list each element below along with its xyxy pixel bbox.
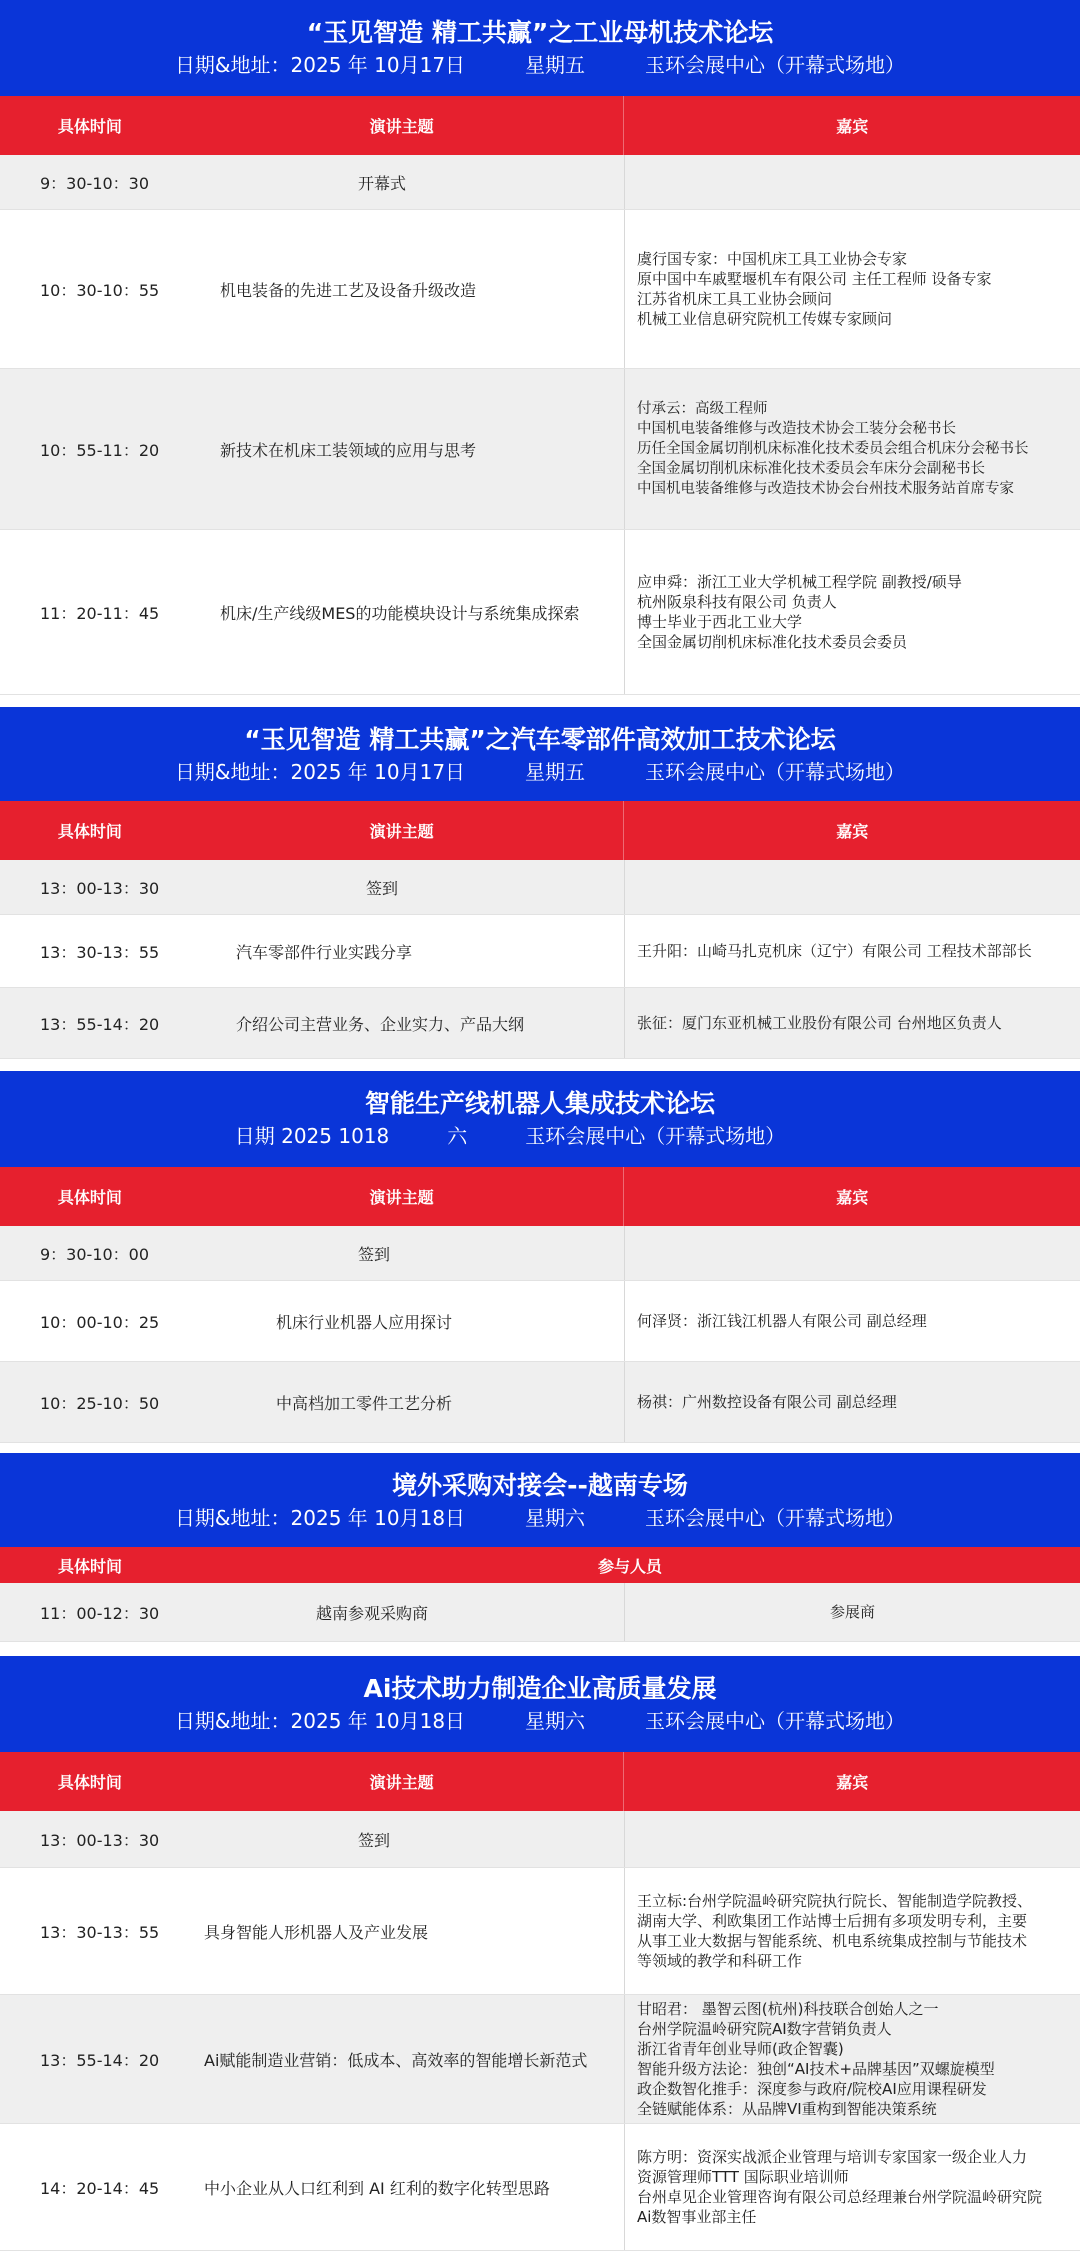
row-topic: 介绍公司主营业务、企业实力、产品大纲	[236, 1014, 525, 1034]
row-topic: 汽车零部件行业实践分享	[236, 942, 413, 962]
row-topic: Ai赋能制造业营销：低成本、高效率的智能增长新范式	[204, 2050, 588, 2070]
row-time: 10：30-10：55	[40, 280, 160, 300]
forum-venue: 玉环会展中心（开幕式场地）	[645, 760, 906, 784]
forum-title: Ai技术助力制造企业高质量发展	[363, 1674, 717, 1703]
forum-banner	[0, 707, 1080, 801]
table-row	[0, 1995, 1080, 2124]
row-topic: 机床行业机器人应用探讨	[276, 1312, 453, 1332]
row-time: 10：00-10：25	[40, 1312, 160, 1332]
row-guest: 虞行国专家：中国机床工具工业协会专家 原中国中车戚墅堰机车有限公司 主任工程师 设备专家 江苏省机床工具工业协会顾问 机械工业信息研究院机工传媒专家顾问	[624, 210, 1080, 368]
table-row	[0, 915, 1080, 988]
header-topic: 演讲主题	[369, 1188, 434, 1207]
row-time: 13：00-13：30	[40, 878, 160, 898]
row-guest: 何泽贤：浙江钱江机器人有限公司 副总经理	[624, 1281, 1080, 1361]
forum-title: “玉见智造 精工共赢”之工业母机技术论坛	[306, 18, 774, 47]
table-header	[0, 801, 1080, 860]
header-guest: 嘉宾	[623, 1167, 1080, 1226]
row-guest: 参展商	[624, 1583, 1080, 1641]
row-time: 10：55-11：20	[40, 440, 160, 460]
row-guest	[624, 860, 1080, 914]
header-participants: 参与人员	[597, 1556, 662, 1576]
table-row	[0, 2124, 1080, 2251]
table-header	[0, 1547, 1080, 1583]
forum-weekday: 星期六	[525, 1709, 586, 1733]
header-time: 具体时间	[57, 1556, 122, 1576]
forum-venue: 玉环会展中心（开幕式场地）	[645, 1506, 906, 1530]
row-time: 10：25-10：50	[40, 1393, 160, 1413]
row-guest: 王立标:台州学院温岭研究院执行院长、智能制造学院教授、 湖南大学、利欧集团工作站博士后拥有多项发明专利，主要 从事工业大数据与智能系统、机电系统集成控制与节能技术 等领域的教学和科研工作	[624, 1868, 1080, 1994]
forum-venue: 玉环会展中心（开幕式场地）	[525, 1124, 786, 1148]
forum-section-3	[0, 1071, 1080, 1443]
table-row	[0, 369, 1080, 530]
forum-section-4	[0, 1453, 1080, 1642]
row-time: 13：00-13：30	[40, 1830, 160, 1850]
table-row	[0, 155, 1080, 210]
row-topic: 机床/生产线级MES的功能模块设计与系统集成探索	[220, 603, 580, 623]
table-row	[0, 1281, 1080, 1362]
forum-weekday: 星期五	[525, 760, 586, 784]
row-guest: 甘昭君： 墨智云图(杭州)科技联合创始人之一 台州学院温岭研究院AI数字营销负责人 浙江省青年创业导师(政企智囊) 智能升级方法论：独创“AI技术+品牌基因”双螺旋模型 政企数智化推手：深度参与政府/院校AI应用课程研发 全链赋能体系：从品牌VI重构到智能决策系统	[624, 1995, 1080, 2123]
row-time: 14：20-14：45	[40, 2178, 160, 2198]
row-guest	[624, 155, 1080, 209]
header-time: 具体时间	[57, 117, 122, 136]
row-time: 13：55-14：20	[40, 2050, 160, 2070]
row-time: 9：30-10：30	[40, 173, 150, 193]
table-row	[0, 1811, 1080, 1868]
header-topic: 演讲主题	[369, 822, 434, 841]
row-guest: 杨祺：广州数控设备有限公司 副总经理	[624, 1362, 1080, 1442]
forum-section-1	[0, 0, 1080, 695]
forum-banner	[0, 1071, 1080, 1167]
header-time: 具体时间	[57, 1188, 122, 1207]
table-header	[0, 1167, 1080, 1226]
forum-info	[0, 1121, 1080, 1157]
row-topic: 签到	[357, 1244, 390, 1264]
row-guest: 陈方明：资深实战派企业管理与培训专家国家一级企业人力 资源管理师TTT 国际职业培训师 台州卓见企业管理咨询有限公司总经理兼台州学院温岭研究院 Ai数智事业部主任	[624, 2124, 1080, 2250]
forum-weekday: 六	[447, 1124, 468, 1148]
table-row	[0, 860, 1080, 915]
table-row	[0, 1868, 1080, 1995]
header-guest: 嘉宾	[623, 96, 1080, 155]
forum-banner	[0, 1453, 1080, 1547]
forum-info	[0, 757, 1080, 793]
forum-date: 日期&地址：2025 年 10月18日	[174, 1506, 466, 1530]
table-header	[0, 96, 1080, 155]
forum-date: 日期&地址：2025 年 10月17日	[174, 53, 466, 77]
forum-title: “玉见智造 精工共赢”之汽车零部件高效加工技术论坛	[244, 725, 836, 754]
forum-title: 智能生产线机器人集成技术论坛	[364, 1089, 715, 1118]
row-topic: 越南参观采购商	[315, 1603, 428, 1623]
row-topic: 新技术在机床工装领域的应用与思考	[220, 440, 477, 460]
row-guest	[624, 1811, 1080, 1867]
table-row	[0, 1362, 1080, 1443]
forum-date: 日期&地址：2025 年 10月18日	[174, 1709, 466, 1733]
row-topic: 具身智能人形机器人及产业发展	[204, 1922, 429, 1942]
forum-date: 日期 2025 1018	[234, 1124, 390, 1148]
row-guest: 王升阳：山崎马扎克机床（辽宁）有限公司 工程技术部部长	[624, 915, 1080, 987]
row-time: 13：30-13：55	[40, 942, 160, 962]
row-time: 11：20-11：45	[40, 603, 160, 623]
forum-section-5	[0, 1656, 1080, 2251]
forum-info	[0, 50, 1080, 86]
row-topic: 签到	[357, 1830, 390, 1850]
header-time: 具体时间	[57, 1773, 122, 1792]
header-guest: 嘉宾	[623, 801, 1080, 860]
row-topic: 机电装备的先进工艺及设备升级改造	[220, 280, 477, 300]
row-guest: 张征：厦门东亚机械工业股份有限公司 台州地区负责人	[624, 988, 1080, 1058]
forum-date: 日期&地址：2025 年 10月17日	[174, 760, 466, 784]
forum-venue: 玉环会展中心（开幕式场地）	[645, 1709, 906, 1733]
forum-info	[0, 1503, 1080, 1539]
forum-banner	[0, 1656, 1080, 1752]
row-time: 13：55-14：20	[40, 1014, 160, 1034]
forum-title: 境外采购对接会--越南专场	[392, 1471, 688, 1500]
row-guest	[624, 1226, 1080, 1280]
row-guest: 应申舜：浙江工业大学机械工程学院 副教授/硕导 杭州阪泉科技有限公司 负责人 博士毕业于西北工业大学 全国金属切削机床标准化技术委员会委员	[624, 530, 1080, 694]
row-time: 11：00-12：30	[40, 1603, 160, 1623]
row-time: 9：30-10：00	[40, 1244, 150, 1264]
header-topic: 演讲主题	[369, 1773, 434, 1792]
table-row	[0, 530, 1080, 695]
forum-weekday: 星期六	[525, 1506, 586, 1530]
forum-banner	[0, 0, 1080, 96]
row-guest: 付承云：高级工程师 中国机电装备维修与改造技术协会工装分会秘书长 历任全国金属切削机床标准化技术委员会组合机床分会秘书长 全国金属切削机床标准化技术委员会车床分会副秘书长 中国机电装备维修与改造技术协会台州技术服务站首席专家	[624, 369, 1080, 529]
forum-venue: 玉环会展中心（开幕式场地）	[645, 53, 906, 77]
forum-section-2	[0, 707, 1080, 1059]
row-topic: 签到	[365, 878, 398, 898]
table-row	[0, 1583, 1080, 1642]
row-topic: 中高档加工零件工艺分析	[276, 1393, 453, 1413]
table-row	[0, 988, 1080, 1059]
header-guest: 嘉宾	[623, 1752, 1080, 1811]
row-topic: 中小企业从人口红利到 AI 红利的数字化转型思路	[204, 2178, 550, 2198]
row-topic: 开幕式	[357, 173, 406, 193]
header-topic: 演讲主题	[369, 117, 434, 136]
table-header	[0, 1752, 1080, 1811]
header-time: 具体时间	[57, 822, 122, 841]
row-time: 13：30-13：55	[40, 1922, 160, 1942]
forum-info	[0, 1706, 1080, 1742]
table-row	[0, 210, 1080, 369]
forum-weekday: 星期五	[525, 53, 586, 77]
table-row	[0, 1226, 1080, 1281]
